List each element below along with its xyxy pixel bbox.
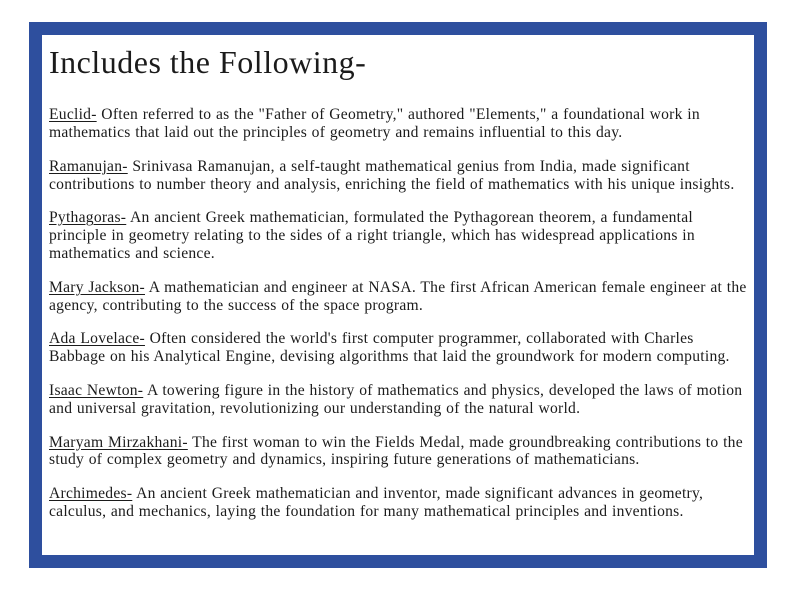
entry-name: Pythagoras-	[49, 209, 127, 227]
entry-text: Often referred to as the "Father of Geometry," authored "Elements," a foundational work in mathematics that laid out the principles of geometry and remains influential to this day.	[49, 106, 700, 141]
entry-archimedes	[49, 485, 747, 521]
entry-text: A towering figure in the history of mathematics and physics, developed the laws of motion and universal gravitation, revolutionizing our understanding of the natural world.	[49, 381, 743, 417]
entry-isaac-newton	[49, 382, 747, 418]
entry-text: An ancient Greek mathematician, formulated the Pythagorean theorem, a fundamental principle in geometry relating to the sides of a right triangle, which has widespread applications in mathematics and science.	[49, 209, 695, 262]
entry-text: Often considered the world's first computer programmer, collaborated with Charles Babbage on his Analytical Engine, devising algorithms that laid the groundwork for modern computing.	[49, 330, 730, 366]
entry-name: Archimedes-	[49, 485, 133, 503]
entry-name: Maryam Mirzakhani-	[49, 433, 188, 451]
entry-text: A mathematician and engineer at NASA. The first African American female engineer at the agency, contributing to the success of the space program.	[49, 278, 747, 314]
document-content	[49, 45, 747, 549]
entry-name: Euclid-	[49, 106, 97, 124]
entry-pythagoras	[49, 209, 747, 262]
entry-ada-lovelace	[49, 330, 747, 366]
entry-mary-jackson	[49, 279, 747, 315]
entry-list	[49, 106, 747, 521]
entry-ramanujan	[49, 158, 747, 194]
entry-euclid	[49, 106, 747, 142]
entry-name: Ada Lovelace-	[49, 330, 145, 348]
entry-name: Isaac Newton-	[49, 381, 144, 399]
entry-name: Mary Jackson-	[49, 278, 145, 296]
entry-name: Ramanujan-	[49, 157, 128, 175]
page-frame	[29, 22, 767, 568]
entry-text: An ancient Greek mathematician and inventor, made significant advances in geometry, calculus, and mechanics, laying the foundation for many mathematical principles and inventions.	[49, 485, 704, 520]
entry-text: Srinivasa Ramanujan, a self-taught mathematical genius from India, made significant contributions to number theory and analysis, enriching the field of mathematics with his unique insights.	[49, 157, 735, 193]
entry-text: The first woman to win the Fields Medal, made groundbreaking contributions to the study of complex geometry and dynamics, inspiring future generations of mathematicians.	[49, 433, 743, 469]
entry-maryam-mirzakhani	[49, 434, 747, 470]
page-title: Includes the Following-	[49, 44, 367, 80]
